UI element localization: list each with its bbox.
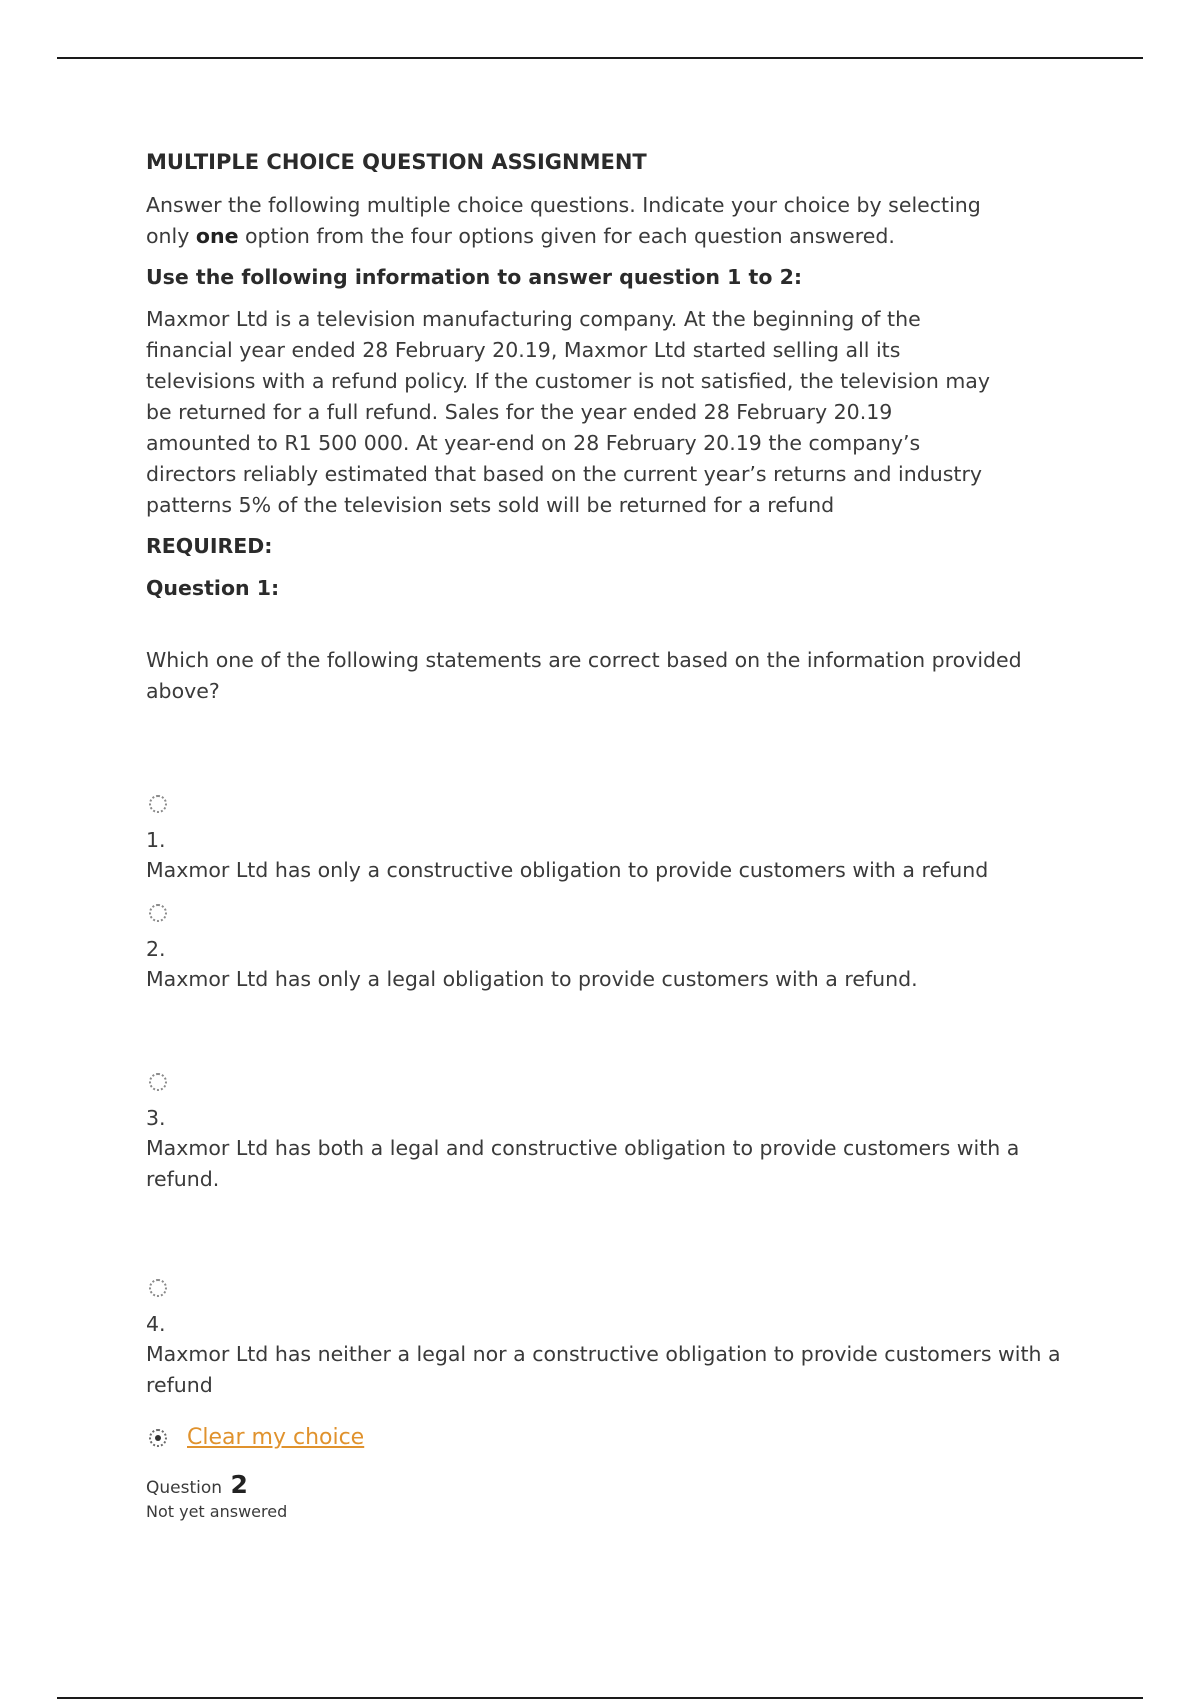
instructions-line1: Answer the following multiple choice questions. Indicate your choice by selecting — [146, 193, 981, 217]
clear-my-choice-link[interactable]: Clear my choice — [187, 1425, 365, 1450]
option-4[interactable] — [146, 1279, 1066, 1401]
bottom-divider — [57, 1697, 1143, 1699]
option-1-text[interactable]: Maxmor Ltd has only a constructive obligation to provide customers with a refund — [146, 858, 989, 882]
question1-options — [146, 795, 1066, 1401]
instructions-line2-pre: only — [146, 224, 196, 248]
clear-choice-radio[interactable] — [149, 1429, 167, 1447]
option-4-text[interactable]: Maxmor Ltd has neither a legal nor a constructive obligation to provide customers with a refund — [146, 1342, 1061, 1397]
option-2-text[interactable]: Maxmor Ltd has only a legal obligation to provide customers with a refund. — [146, 967, 918, 991]
option-4-number: 4. — [146, 1312, 166, 1336]
option-2-radio[interactable] — [149, 904, 167, 922]
question2-label: Question — [146, 1478, 223, 1498]
instructions-line2-post: option from the four options given for each question answered. — [238, 224, 895, 248]
assignment-content — [146, 148, 1066, 1523]
question2-number: 2 — [230, 1470, 248, 1499]
question1-text: Which one of the following statements are correct based on the information provided above? — [146, 648, 1022, 703]
scenario-text: Maxmor Ltd is a television manufacturing company. At the beginning of the financial year ended 28 February 20.19, Maxmor Ltd started selling all its televisions with a refund policy. If the customer is not satisfied, the television may be returned for a full refund. Sales for the year ended 28 February 20.19 amounted to R1 500 000. At year-end on 28 February 20.19 the company’s directors reliably estimated that based on the current year’s returns and industry patterns 5% of the television sets sold will be returned for a refund — [146, 307, 990, 517]
option-4-radio[interactable] — [149, 1279, 167, 1297]
clear-choice-row[interactable] — [146, 1425, 1066, 1450]
instructions — [146, 190, 1066, 252]
question2-status: Not yet answered — [146, 1502, 288, 1521]
option-3-number: 3. — [146, 1106, 166, 1130]
required-label: REQUIRED: — [146, 534, 273, 558]
question2-label-line — [146, 1472, 1066, 1501]
option-2[interactable] — [146, 904, 1066, 995]
assignment-title: MULTIPLE CHOICE QUESTION ASSIGNMENT — [146, 150, 647, 174]
option-1-number: 1. — [146, 828, 166, 852]
option-3[interactable] — [146, 1073, 1066, 1195]
option-1[interactable] — [146, 795, 1066, 886]
question1-heading: Question 1: — [146, 576, 280, 600]
option-1-radio[interactable] — [149, 795, 167, 813]
option-2-number: 2. — [146, 937, 166, 961]
info-heading: Use the following information to answer question 1 to 2: — [146, 265, 803, 289]
question2-info — [146, 1472, 1066, 1523]
option-3-radio[interactable] — [149, 1073, 167, 1091]
instructions-emphasis: one — [195, 224, 239, 248]
option-3-text[interactable]: Maxmor Ltd has both a legal and constructive obligation to provide customers with a refund. — [146, 1136, 1020, 1191]
top-divider — [57, 57, 1143, 59]
